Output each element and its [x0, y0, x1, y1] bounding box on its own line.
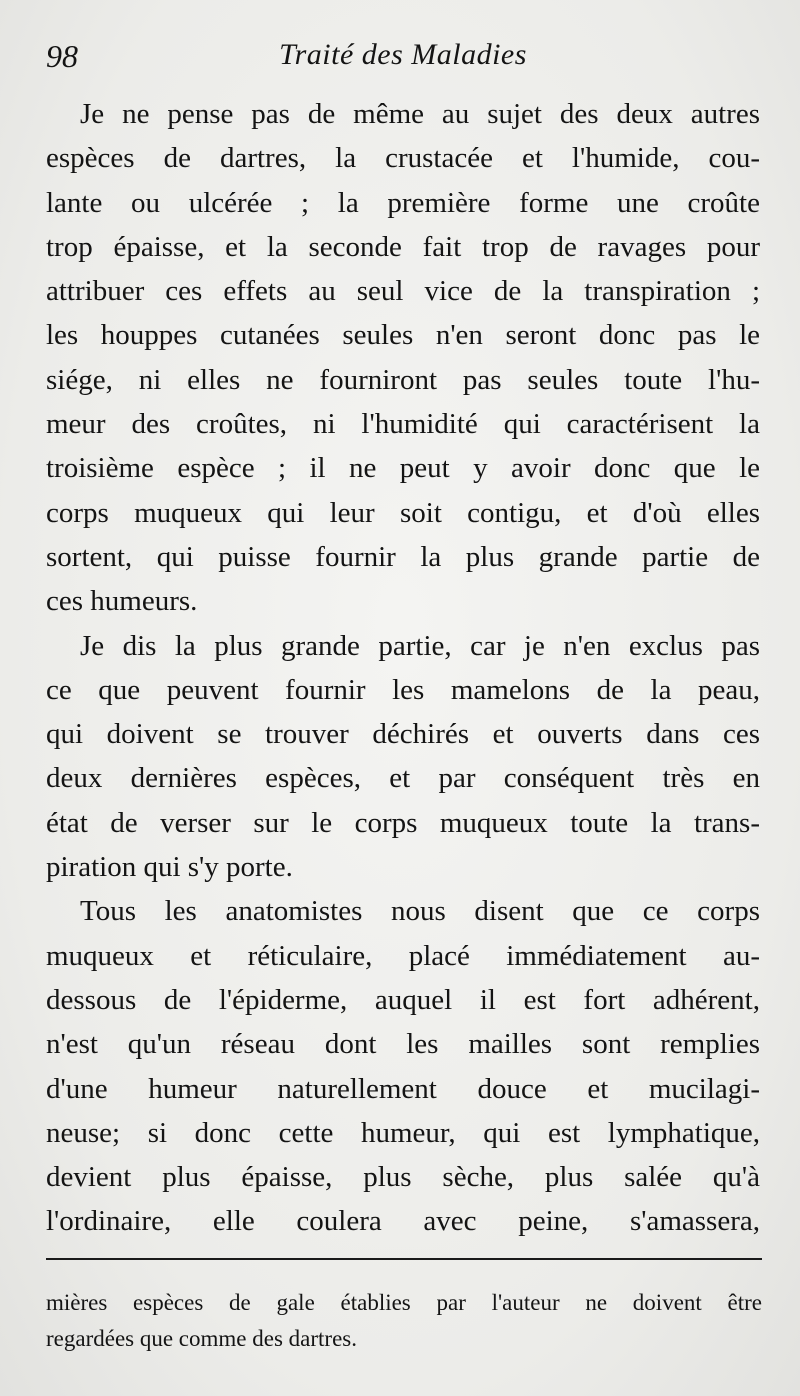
text-line: espèces de dartres, la crustacée et l'humide, cou-: [46, 142, 760, 175]
text-line: d'une humeur naturellement douce et mucilagi-: [46, 1072, 760, 1105]
text-line: troisième espèce ; il ne peut y avoir donc que le: [46, 452, 760, 485]
text-line: siége, ni elles ne fourniront pas seules toute l'hu-: [46, 363, 760, 396]
text-line: les houppes cutanées seules n'en seront donc pas le: [46, 319, 760, 352]
footnote-divider: [46, 1258, 762, 1260]
page-header: [46, 38, 760, 88]
text-line: corps muqueux qui leur soit contigu, et d'où elles: [46, 496, 760, 529]
running-title: Traité des Maladies: [279, 38, 527, 71]
footnote-line: mières espèces de gale établies par l'auteur ne doivent être: [46, 1290, 762, 1315]
text-line: deux dernières espèces, et par conséquent très en: [46, 762, 760, 795]
text-line: muqueux et réticulaire, placé immédiatement au-: [46, 939, 760, 972]
body-text: [46, 92, 760, 1244]
text-line: neuse; si donc cette humeur, qui est lymphatique,: [46, 1116, 760, 1149]
text-line: ces humeurs.: [46, 585, 198, 618]
footnote-line: regardées que comme des dartres.: [46, 1326, 357, 1351]
text-line: meur des croûtes, ni l'humidité qui caractérisent la: [46, 408, 760, 441]
text-line: devient plus épaisse, plus sèche, plus salée qu'à: [46, 1161, 760, 1194]
page-number: 98: [46, 38, 78, 74]
text-line: Je dis la plus grande partie, car je n'en exclus pas: [80, 629, 760, 662]
text-line: Je ne pense pas de même au sujet des deux autres: [80, 98, 760, 130]
text-line: Tous les anatomistes nous disent que ce corps: [80, 895, 760, 928]
text-line: état de verser sur le corps muqueux toute la trans-: [46, 806, 760, 839]
text-line: l'ordinaire, elle coulera avec peine, s'amassera,: [46, 1205, 760, 1238]
text-line: trop épaisse, et la seconde fait trop de ravages pour: [46, 230, 760, 263]
text-line: attribuer ces effets au seul vice de la transpiration ;: [46, 275, 760, 308]
text-line: n'est qu'un réseau dont les mailles sont remplies: [46, 1028, 760, 1061]
text-line: qui doivent se trouver déchirés et ouverts dans ces: [46, 718, 760, 751]
text-line: piration qui s'y porte.: [46, 851, 293, 884]
text-line: lante ou ulcérée ; la première forme une croûte: [46, 186, 760, 219]
text-line: ce que peuvent fournir les mamelons de la peau,: [46, 673, 760, 706]
footnote: [46, 1285, 762, 1357]
text-line: sortent, qui puisse fournir la plus grande partie de: [46, 540, 760, 573]
text-line: dessous de l'épiderme, auquel il est fort adhérent,: [46, 983, 760, 1016]
